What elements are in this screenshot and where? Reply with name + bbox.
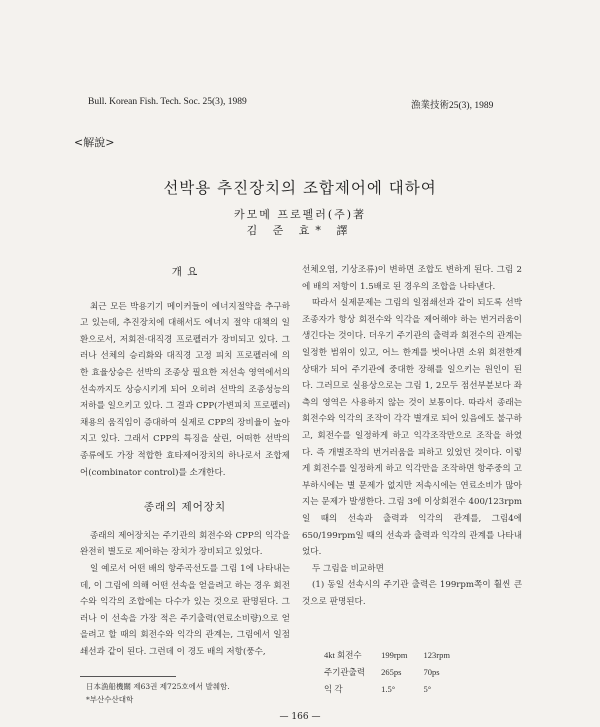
section-label: <解說> <box>74 136 115 149</box>
table-row <box>324 682 464 697</box>
footnote-affiliation: *부산수산대학 <box>86 695 134 704</box>
table-cell: 4kt 회전수 <box>324 650 362 660</box>
article-authors: 카모메 프로펠러(주)著 <box>233 208 367 221</box>
section-heading-overview: 개 요 <box>171 266 199 278</box>
table-row <box>324 648 464 663</box>
comparison-table <box>322 646 466 699</box>
table-cell: 1.5° <box>381 684 396 694</box>
journal-header-right: 漁業技術25(3), 1989 <box>411 101 494 111</box>
table-cell: 5° <box>423 684 432 694</box>
right-paragraph-1: 선체오염, 기상조류)이 변하면 조합도 변하게 된다. 그림 2에 배의 저항이 1.5배로 된 경우의 조합을 나타낸다. <box>302 265 522 292</box>
table-cell: 주기관출력 <box>324 667 366 677</box>
conventional-paragraph-1: 종래의 제어장치는 주기관의 회전수와 CPP의 익각을 완전히 별도로 제어하는 장치가 장비되고 있었다. <box>80 530 290 558</box>
right-column <box>302 262 522 610</box>
journal-header-left: Bull. Korean Fish. Tech. Soc. 25(3), 1989 <box>88 97 247 107</box>
footnote-source: 日本漁船機關 제63권 제725호에서 발췌함. <box>86 682 230 691</box>
table-cell: 199rpm <box>381 650 408 660</box>
page-number: — 166 — <box>279 712 321 722</box>
table-cell: 265ps <box>381 667 402 677</box>
right-paragraph-4: (1) 동일 선속시의 주기관 출력은 199rpm쪽이 훨씬 큰 것으로 판명된다. <box>302 580 522 607</box>
conventional-paragraph-2: 일 예로서 어떤 배의 항주곡선도를 그림 1에 나타내는데, 이 그림에 의해 어떤 선속을 얻을려고 하는 경우 회전수와 익각의 조합에는 다수가 있는 것으로 판명된다. 그러나 이 선속을 가장 적은 주기출력(연료소비량)으로 얻을려고 할 때의 회전수와 익각의 관계는, 그림에서 일점쇄선과 같이 된다. 그런데 이 경도 배의 저항(풍수, <box>80 563 290 657</box>
overview-paragraph: 최근 모든 박용기기 메이커들이 에너지절약을 추구하고 있는데, 추진장치에 대해서도 에너지 절약 대책의 일환으로서, 저회전·대직경 프로펠러가 장비되고 있다. 그러나 선체의 승리화와 대직경 고정 피치 프로펠러에 의한 효율상승은 선박의 조종상 필요한 저선속 영역에서의 선속까지도 상승시키게 되어 오히려 선박의 조종성능의 저하를 일으키고 있다. 그 결과 CPP(가변피치 프로펠러) 채용의 움직임이 증대하여 실제로 CPP의 장비율이 높아지고 있다. 그래서 CPP의 특징을 살린, 어떠한 선박의 종류에도 가장 적합한 효타제어장치의 하나로서 조합제어(combinator control)를 소개한다. <box>80 301 290 478</box>
article-translator: 김 준 효* 譯 <box>246 224 354 237</box>
table-cell: 70ps <box>423 667 440 677</box>
article-title: 선박용 추진장치의 조합제어에 대하여 <box>163 179 437 197</box>
table-cell: 123rpm <box>423 650 450 660</box>
left-column <box>80 264 290 660</box>
right-paragraph-3: 두 그림을 비교하면 <box>312 563 384 574</box>
footnote-rule <box>80 676 176 677</box>
right-paragraph-2: 따라서 실제문제는 그림의 일점쇄선과 같이 되도록 선박조종자가 항상 회전수와 익각을 제어해야 하는 번거러움이 생긴다는 것이다. 더우기 주기관의 출력과 회전수의 관계는 일정한 범위이 있고, 어느 한계를 벗어나면 소위 회전한계 상태가 되어 주기관에 중대한 장해를 일으키는 원인이 된다. 그러므로 실용상으로는 그림 1, 2모두 점선부분보다 좌측의 영역은 사용하지 않는 것이 보통이다. 따라서 종래는 회전수와 익각의 조작이 각각 별개로 되어 있음에도 불구하고, 회전수를 일정하게 하고 익각조작만으로 조작을 하였다. 즉 개별조작의 번거러움을 피하고 있었던 것이다. 이렇게 회전수를 일정하게 하고 익각만을 조작하면 항주중의 고부하시에는 별 문제가 없지만 저속시에는 연료소비가 많아지는 문제가 발생한다. 그림 3에 이상회전수 400/123rpm일 때의 선속과 출력과 익각의 관계를, 그림4에 650/199rpm일 때의 선속과 출력과 익각의 관계를 나타내었다. <box>302 298 522 558</box>
table-cell: 익 각 <box>324 684 343 694</box>
section-heading-conventional: 종래의 제어장치 <box>143 501 227 514</box>
table-row <box>324 665 464 680</box>
